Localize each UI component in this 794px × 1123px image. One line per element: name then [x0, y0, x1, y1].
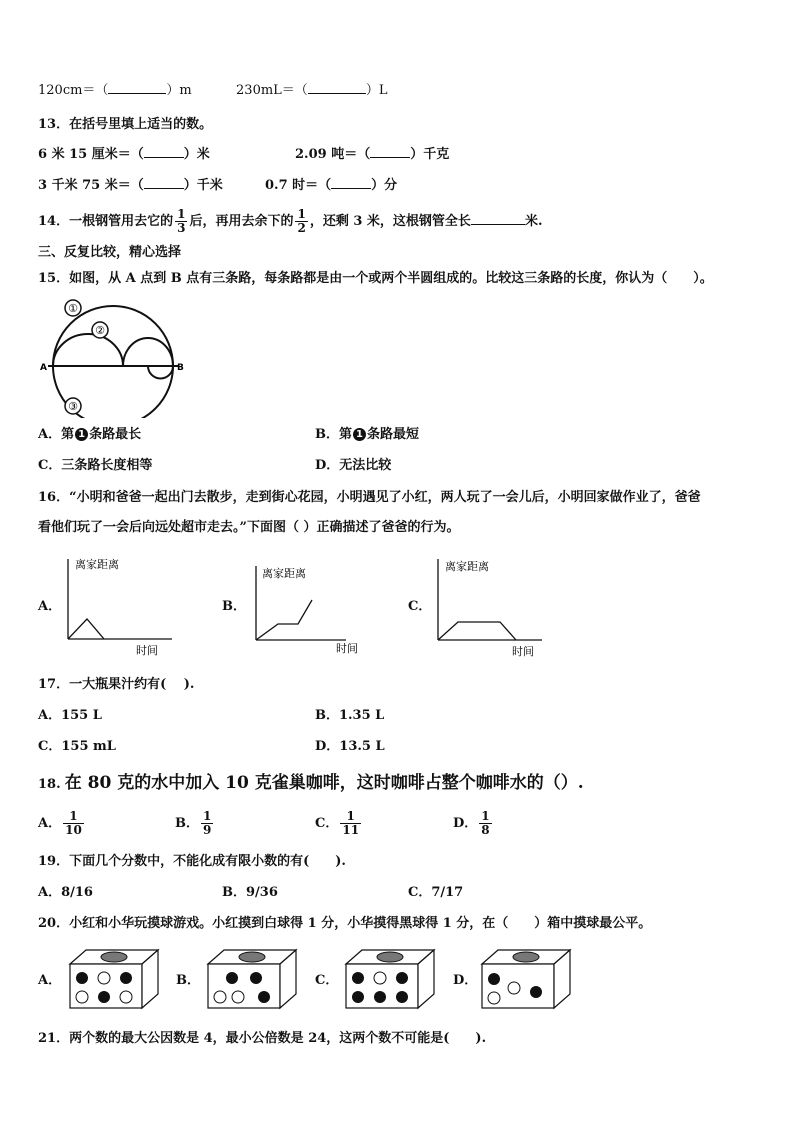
q13-r2a-left: 3 千米 75 米＝（ [38, 178, 144, 193]
black-ball [374, 991, 386, 1003]
graph-line [438, 622, 516, 640]
q17-option-c[interactable]: C．155 mL [38, 739, 116, 754]
black-ball [120, 972, 132, 984]
q14-text3: ，还剩 3 米，这根钢管全长 [309, 214, 471, 229]
circled-number: 1 [75, 428, 88, 441]
q13-row2a [38, 177, 223, 195]
blank[interactable] [144, 157, 184, 158]
q16-line2: 看他们玩了一会后向远处超市走去。”下面图（ ）正确描述了爸爸的行为。 [38, 520, 460, 535]
q17-option-b[interactable]: B．1.35 L [315, 708, 385, 723]
q13-r1b-left: 2.09 吨＝（ [295, 147, 371, 162]
convert-b-left: 230mL＝（ [236, 83, 308, 98]
black-ball [530, 986, 542, 998]
q20-option-a[interactable]: A． [38, 973, 62, 988]
x-label: 时间 [512, 645, 534, 658]
q20-stem: 20．小红和小华玩摸球游戏。小红摸到白球得 1 分，小华摸得黑球得 1 分，在（ ）箱中摸球最公平。 [38, 916, 652, 931]
white-ball [232, 991, 244, 1003]
blank[interactable] [331, 188, 371, 189]
q20-option-b[interactable]: B． [176, 973, 200, 988]
q14-text4: 米. [524, 214, 543, 229]
q15-option-d[interactable]: D．无法比较 [315, 458, 392, 473]
box-opening [377, 952, 403, 962]
black-ball [76, 972, 88, 984]
q13-r2a-right: ）千米 [183, 178, 223, 193]
q20-box-c[interactable] [342, 948, 438, 1012]
y-label: 离家距离 [445, 560, 489, 573]
q18-option-d[interactable]: D． $\frac{1}{8}$ [453, 809, 490, 837]
q18-option-c[interactable]: C． $\frac{1}{11}$ [315, 809, 360, 837]
q20-box-b[interactable] [204, 948, 300, 1012]
label-3: ③ [68, 400, 78, 413]
q14-text1: 14．一根钢管用去它的 [38, 214, 174, 229]
black-ball [488, 973, 500, 985]
q21-stem: 21．两个数的最大公因数是 4，最小公倍数是 24，这两个数不可能是( ). [38, 1031, 487, 1046]
blank[interactable] [370, 157, 410, 158]
q15-option-c[interactable]: C．三条路长度相等 [38, 458, 153, 473]
white-ball [76, 991, 88, 1003]
white-ball [214, 991, 226, 1003]
x-label: 时间 [136, 644, 158, 657]
point-a: A [40, 363, 47, 373]
q18-option-b[interactable]: B． $\frac{1}{9}$ [175, 809, 212, 837]
black-ball [352, 972, 364, 984]
q13-row1b [295, 146, 449, 164]
q15-option-b[interactable]: B．第 1 条路最短 [315, 427, 420, 442]
q14-fraction2: $\frac{1}{2}$ [297, 207, 306, 235]
convert-a-left: 120cm＝（ [38, 83, 109, 98]
q16-option-b[interactable]: B． [222, 599, 246, 614]
white-ball [374, 972, 386, 984]
white-ball [488, 992, 500, 1004]
path-2-arc-right [123, 338, 173, 366]
q19-option-a[interactable]: A．8/16 [38, 885, 93, 900]
q16-option-a[interactable]: A． [38, 599, 62, 614]
q18-number: 18. [38, 777, 61, 792]
x-label: 时间 [336, 642, 358, 654]
path-2-arc-left [53, 334, 123, 366]
blank[interactable] [471, 224, 525, 225]
section-title: 三、反复比较，精心选择 [38, 245, 182, 260]
q13-r1a-right: ）米 [183, 147, 210, 162]
convert-b-right: ）L [365, 83, 388, 98]
path-2-arc-small [148, 366, 173, 379]
blank[interactable] [308, 93, 366, 94]
box-opening [513, 952, 539, 962]
white-ball [508, 982, 520, 994]
fraction: $\frac{1}{10}$ [65, 809, 82, 837]
label-1: ① [68, 302, 78, 315]
q17-option-a[interactable]: A．155 L [38, 708, 102, 723]
graph-line [256, 600, 312, 640]
blank[interactable] [144, 188, 184, 189]
black-ball [396, 991, 408, 1003]
q14 [38, 205, 542, 239]
q13-row2b [265, 177, 397, 195]
black-ball [258, 991, 270, 1003]
y-label: 离家距离 [262, 567, 306, 580]
label-2: ② [95, 324, 105, 337]
black-ball [226, 972, 238, 984]
q18-stem: 在 80 克的水中加入 10 克雀巢咖啡，这时咖啡占整个咖啡水的（）. [64, 773, 584, 793]
q19-option-c[interactable]: C．7/17 [408, 885, 464, 900]
q19-option-b[interactable]: B．9/36 [222, 885, 278, 900]
q20-option-d[interactable]: D． [453, 973, 478, 988]
white-ball [98, 972, 110, 984]
q20-option-c[interactable]: C． [315, 973, 339, 988]
q14-fraction1: $\frac{1}{3}$ [177, 207, 186, 235]
q20-box-d[interactable] [478, 948, 574, 1012]
q15-semicircle-diagram [38, 296, 188, 418]
black-ball [250, 972, 262, 984]
q16-graph-b[interactable] [250, 562, 370, 654]
q14-text2: 后，再用去余下的 [189, 214, 294, 229]
q17-stem: 17．一大瓶果汁约有( ). [38, 677, 195, 692]
fraction: $\frac{1}{8}$ [481, 809, 490, 837]
q16-graph-c[interactable] [432, 555, 547, 659]
convert-row [38, 82, 387, 100]
box-opening [239, 952, 265, 962]
q15-stem: 15．如图，从 A 点到 B 点有三条路，每条路都是由一个或两个半圆组成的。比较这三条路的长度，你认为（ ）。 [38, 271, 713, 286]
graph-line [68, 619, 104, 639]
y-label: 离家距离 [75, 558, 119, 571]
q13-stem: 13．在括号里填上适当的数。 [38, 117, 213, 132]
point-b: B [177, 363, 184, 373]
q13-r2b-left: 0.7 时＝（ [265, 178, 332, 193]
q19-stem: 19．下面几个分数中，不能化成有限小数的有( ). [38, 854, 346, 869]
q17-option-d[interactable]: D．13.5 L [315, 739, 385, 754]
fraction: $\frac{1}{11}$ [342, 809, 360, 837]
q16-graph-a[interactable] [62, 555, 177, 657]
q13-row1a [38, 146, 210, 164]
black-ball [352, 991, 364, 1003]
black-ball [98, 991, 110, 1003]
q13-r1a-left: 6 米 15 厘米＝（ [38, 147, 144, 162]
q18-option-a[interactable]: A． $\frac{1}{10}$ [38, 809, 82, 837]
q13-r1b-right: ）千克 [410, 147, 450, 162]
q16-line1: 16．“小明和爸爸一起出门去散步，走到街心花园，小明遇见了小红，两人玩了一会儿后，小明回家做作业了，爸爸 [38, 490, 701, 505]
blank[interactable] [108, 93, 166, 94]
circled-number: 1 [353, 428, 366, 441]
box-opening [101, 952, 127, 962]
convert-a-right: ）m [166, 83, 192, 98]
q13-r2b-right: ）分 [371, 178, 398, 193]
white-ball [120, 991, 132, 1003]
q20-box-a[interactable] [66, 948, 162, 1012]
q15-option-a[interactable]: A．第 1 条路最长 [38, 427, 142, 442]
q16-option-c[interactable]: C． [408, 599, 432, 614]
q18-stem-line [38, 772, 584, 796]
fraction: $\frac{1}{9}$ [203, 809, 212, 837]
black-ball [396, 972, 408, 984]
